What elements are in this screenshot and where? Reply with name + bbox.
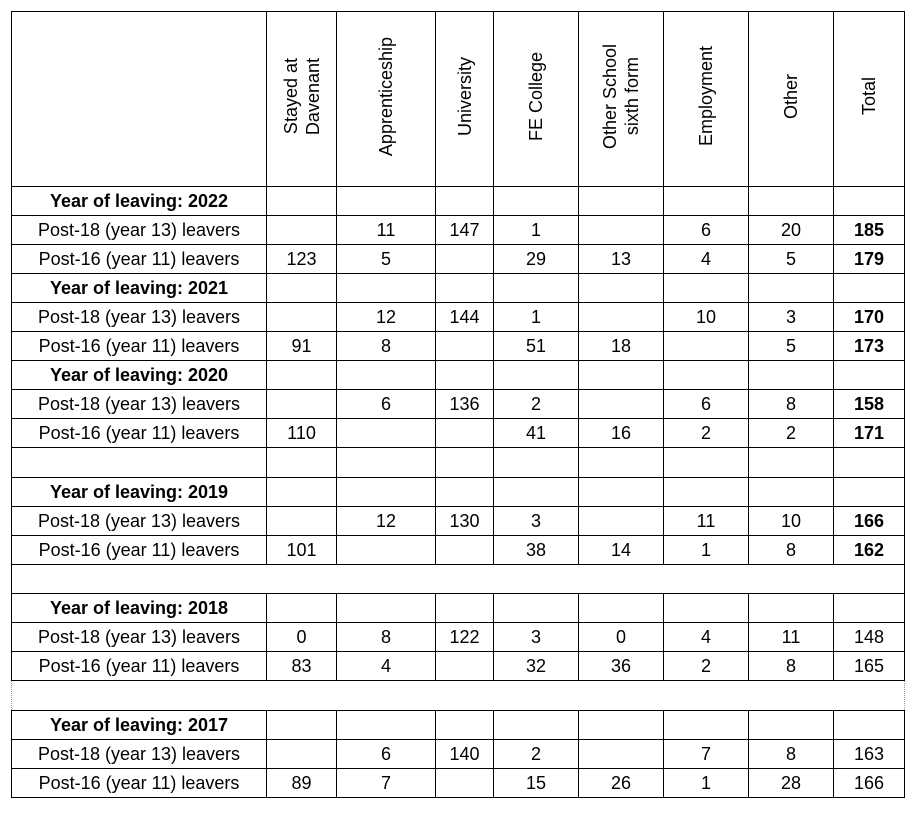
empty-cell (436, 594, 494, 623)
empty-cell (579, 478, 664, 507)
year-row (12, 711, 905, 740)
value-cell: 123 (267, 245, 337, 274)
value-cell: 16 (579, 419, 664, 448)
value-cell: 89 (267, 769, 337, 798)
value-cell: 32 (494, 652, 579, 681)
year-label: Year of leaving: 2017 (12, 711, 267, 740)
value-cell: 0 (267, 623, 337, 652)
empty-cell (267, 448, 337, 478)
table-row (12, 507, 905, 536)
value-cell: 2 (494, 740, 579, 769)
empty-cell (12, 565, 905, 594)
value-cell: 140 (436, 740, 494, 769)
empty-cell (494, 274, 579, 303)
total-cell: 166 (834, 769, 905, 798)
empty-cell (12, 681, 905, 711)
value-cell: 2 (664, 652, 749, 681)
empty-cell (749, 361, 834, 390)
value-cell: 2 (749, 419, 834, 448)
empty-cell (337, 448, 436, 478)
spacer-row (12, 681, 905, 711)
value-cell: 5 (749, 245, 834, 274)
empty-cell (267, 711, 337, 740)
empty-cell (579, 274, 664, 303)
empty-cell (664, 187, 749, 216)
column-header-university: University (436, 12, 494, 187)
empty-cell (834, 187, 905, 216)
value-cell (436, 536, 494, 565)
value-cell: 6 (664, 216, 749, 245)
year-label: Year of leaving: 2018 (12, 594, 267, 623)
empty-cell (579, 187, 664, 216)
value-cell: 144 (436, 303, 494, 332)
value-cell: 13 (579, 245, 664, 274)
row-label: Post-16 (year 11) leavers (12, 769, 267, 798)
value-cell: 12 (337, 303, 436, 332)
empty-cell (267, 274, 337, 303)
empty-cell (664, 448, 749, 478)
value-cell: 8 (749, 652, 834, 681)
empty-cell (494, 448, 579, 478)
value-cell: 29 (494, 245, 579, 274)
row-label: Post-18 (year 13) leavers (12, 216, 267, 245)
empty-cell (834, 594, 905, 623)
value-cell: 147 (436, 216, 494, 245)
empty-cell (436, 478, 494, 507)
value-cell: 3 (494, 623, 579, 652)
row-label: Post-16 (year 11) leavers (12, 332, 267, 361)
value-cell: 10 (664, 303, 749, 332)
value-cell: 130 (436, 507, 494, 536)
table-row (12, 303, 905, 332)
year-label: Year of leaving: 2019 (12, 478, 267, 507)
value-cell: 15 (494, 769, 579, 798)
value-cell (267, 740, 337, 769)
value-cell: 38 (494, 536, 579, 565)
value-cell: 41 (494, 419, 579, 448)
row-label: Post-16 (year 11) leavers (12, 536, 267, 565)
empty-cell (749, 711, 834, 740)
value-cell: 122 (436, 623, 494, 652)
value-cell: 3 (749, 303, 834, 332)
value-cell: 101 (267, 536, 337, 565)
value-cell: 7 (664, 740, 749, 769)
empty-cell (494, 361, 579, 390)
empty-cell (749, 478, 834, 507)
row-label: Post-18 (year 13) leavers (12, 507, 267, 536)
value-cell (579, 740, 664, 769)
value-cell: 26 (579, 769, 664, 798)
total-cell: 179 (834, 245, 905, 274)
value-cell: 4 (337, 652, 436, 681)
value-cell: 2 (494, 390, 579, 419)
value-cell (267, 507, 337, 536)
value-cell (267, 216, 337, 245)
empty-cell (579, 448, 664, 478)
empty-cell (834, 711, 905, 740)
value-cell: 8 (749, 536, 834, 565)
value-cell: 7 (337, 769, 436, 798)
empty-cell (494, 594, 579, 623)
value-cell (579, 216, 664, 245)
empty-cell (834, 448, 905, 478)
empty-cell (579, 711, 664, 740)
value-cell: 5 (337, 245, 436, 274)
value-cell: 6 (337, 390, 436, 419)
value-cell: 1 (664, 536, 749, 565)
row-label: Post-16 (year 11) leavers (12, 652, 267, 681)
empty-cell (12, 448, 267, 478)
table-row (12, 332, 905, 361)
empty-cell (267, 361, 337, 390)
empty-cell (337, 478, 436, 507)
value-cell: 1 (494, 216, 579, 245)
total-cell: 173 (834, 332, 905, 361)
empty-cell (436, 361, 494, 390)
empty-cell (494, 478, 579, 507)
empty-cell (436, 448, 494, 478)
empty-cell (494, 711, 579, 740)
value-cell (436, 332, 494, 361)
total-cell: 170 (834, 303, 905, 332)
empty-cell (579, 594, 664, 623)
value-cell: 11 (337, 216, 436, 245)
value-cell: 12 (337, 507, 436, 536)
value-cell (579, 390, 664, 419)
value-cell: 1 (494, 303, 579, 332)
table-row (12, 652, 905, 681)
value-cell (579, 507, 664, 536)
value-cell: 6 (337, 740, 436, 769)
empty-cell (494, 187, 579, 216)
table-row (12, 623, 905, 652)
value-cell: 3 (494, 507, 579, 536)
empty-cell (436, 711, 494, 740)
column-header-other-school: Other School sixth form (579, 12, 664, 187)
empty-cell (337, 594, 436, 623)
value-cell: 8 (337, 623, 436, 652)
value-cell: 83 (267, 652, 337, 681)
value-cell: 2 (664, 419, 749, 448)
value-cell (436, 769, 494, 798)
table-row (12, 419, 905, 448)
year-row (12, 478, 905, 507)
value-cell: 110 (267, 419, 337, 448)
empty-cell (664, 274, 749, 303)
empty-cell (337, 274, 436, 303)
year-row (12, 594, 905, 623)
total-cell: 165 (834, 652, 905, 681)
empty-cell (749, 448, 834, 478)
column-header-total: Total (834, 12, 905, 187)
empty-cell (664, 478, 749, 507)
table-row (12, 536, 905, 565)
total-cell: 163 (834, 740, 905, 769)
value-cell: 51 (494, 332, 579, 361)
empty-cell (664, 594, 749, 623)
year-row (12, 187, 905, 216)
value-cell (664, 332, 749, 361)
empty-cell (337, 187, 436, 216)
value-cell (579, 303, 664, 332)
value-cell: 14 (579, 536, 664, 565)
value-cell: 18 (579, 332, 664, 361)
value-cell: 8 (749, 740, 834, 769)
value-cell (267, 303, 337, 332)
value-cell: 20 (749, 216, 834, 245)
spacer-row (12, 448, 905, 478)
value-cell (436, 419, 494, 448)
total-cell: 171 (834, 419, 905, 448)
destinations-table (11, 11, 905, 798)
value-cell: 1 (664, 769, 749, 798)
year-label: Year of leaving: 2020 (12, 361, 267, 390)
total-cell: 162 (834, 536, 905, 565)
total-cell: 166 (834, 507, 905, 536)
value-cell: 36 (579, 652, 664, 681)
empty-cell (749, 187, 834, 216)
value-cell: 8 (337, 332, 436, 361)
value-cell: 11 (664, 507, 749, 536)
empty-cell (579, 361, 664, 390)
empty-cell (436, 274, 494, 303)
row-label: Post-18 (year 13) leavers (12, 740, 267, 769)
value-cell: 91 (267, 332, 337, 361)
value-cell: 10 (749, 507, 834, 536)
empty-cell (834, 274, 905, 303)
column-header-fe-college: FE College (494, 12, 579, 187)
column-header-employment: Employment (664, 12, 749, 187)
value-cell: 28 (749, 769, 834, 798)
total-cell: 148 (834, 623, 905, 652)
empty-cell (267, 478, 337, 507)
value-cell: 11 (749, 623, 834, 652)
empty-cell (664, 361, 749, 390)
year-label: Year of leaving: 2021 (12, 274, 267, 303)
table-row (12, 216, 905, 245)
value-cell: 0 (579, 623, 664, 652)
value-cell: 5 (749, 332, 834, 361)
empty-cell (834, 361, 905, 390)
empty-cell (664, 711, 749, 740)
column-header-apprenticeship: Apprenticeship (337, 12, 436, 187)
total-cell: 185 (834, 216, 905, 245)
header-corner-cell (12, 12, 267, 187)
table-body (12, 187, 905, 798)
spacer-row (12, 565, 905, 594)
value-cell (337, 419, 436, 448)
table-row (12, 245, 905, 274)
row-label: Post-18 (year 13) leavers (12, 303, 267, 332)
empty-cell (337, 361, 436, 390)
empty-cell (267, 187, 337, 216)
row-label: Post-16 (year 11) leavers (12, 245, 267, 274)
value-cell (267, 390, 337, 419)
row-label: Post-18 (year 13) leavers (12, 390, 267, 419)
table-row (12, 390, 905, 419)
empty-cell (267, 594, 337, 623)
total-cell: 158 (834, 390, 905, 419)
empty-cell (436, 187, 494, 216)
value-cell: 8 (749, 390, 834, 419)
empty-cell (337, 711, 436, 740)
column-header-other: Other (749, 12, 834, 187)
table-row (12, 740, 905, 769)
empty-cell (834, 478, 905, 507)
empty-cell (749, 594, 834, 623)
value-cell (337, 536, 436, 565)
empty-cell (749, 274, 834, 303)
value-cell: 4 (664, 245, 749, 274)
value-cell (436, 245, 494, 274)
year-label: Year of leaving: 2022 (12, 187, 267, 216)
row-label: Post-18 (year 13) leavers (12, 623, 267, 652)
year-row (12, 274, 905, 303)
value-cell: 4 (664, 623, 749, 652)
table-row (12, 769, 905, 798)
header-row (12, 12, 905, 187)
column-header-stayed: Stayed at Davenant (267, 12, 337, 187)
value-cell: 136 (436, 390, 494, 419)
row-label: Post-16 (year 11) leavers (12, 419, 267, 448)
value-cell: 6 (664, 390, 749, 419)
year-row (12, 361, 905, 390)
value-cell (436, 652, 494, 681)
